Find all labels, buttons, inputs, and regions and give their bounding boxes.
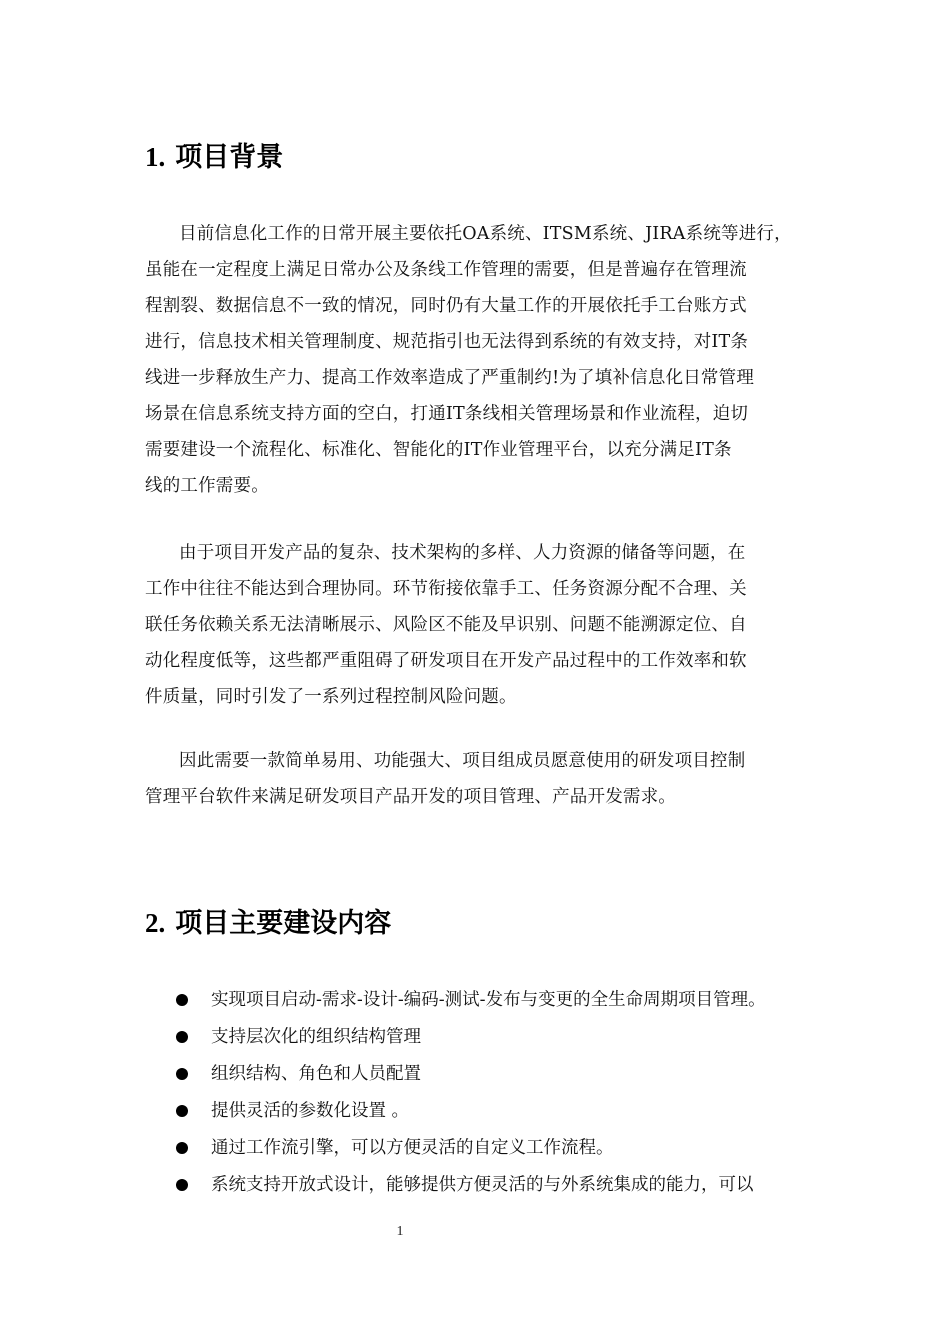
bullet-icon xyxy=(176,994,188,1006)
paragraph-line: 动化程度低等，这些都严重阻碍了研发项目在开发产品过程中的工作效率和软 xyxy=(145,651,747,671)
paragraph-line: 因此需要一款简单易用、功能强大、项目组成员愿意使用的研发项目控制 xyxy=(179,751,746,771)
paragraph-2 xyxy=(145,535,825,715)
list-item xyxy=(176,1056,836,1093)
paragraph-line: 管理平台软件来满足研发项目产品开发的项目管理、产品开发需求。 xyxy=(145,787,676,807)
paragraph-3 xyxy=(145,743,825,815)
section-1-number: 1. xyxy=(145,142,166,172)
paragraph-line: 件质量，同时引发了一系列过程控制风险问题。 xyxy=(145,687,517,707)
paragraph-line: 进行，信息技术相关管理制度、规范指引也无法得到系统的有效支持，对IT条 xyxy=(145,332,749,352)
page-number: 1 xyxy=(396,1224,404,1239)
section-2-heading xyxy=(145,906,391,941)
list-item xyxy=(176,1130,836,1167)
list-item-text: 系统支持开放式设计，能够提供方便灵活的与外系统集成的能力，可以 xyxy=(211,1175,754,1195)
paragraph-line: 工作中往往不能达到合理协同。环节衔接依靠手工、任务资源分配不合理、关 xyxy=(145,579,747,599)
list-item-text: 提供灵活的参数化设置 。 xyxy=(211,1101,410,1121)
section-2-number: 2. xyxy=(145,908,166,938)
list-item xyxy=(176,982,836,1019)
paragraph-line: 虽能在一定程度上满足日常办公及条线工作管理的需要，但是普遍存在管理流 xyxy=(145,260,747,280)
bullet-list xyxy=(176,982,836,1204)
bullet-icon xyxy=(176,1179,188,1191)
paragraph-line: 线的工作需要。 xyxy=(145,476,269,496)
paragraph-line: 联任务依赖关系无法清晰展示、风险区不能及早识别、问题不能溯源定位、自 xyxy=(145,615,747,635)
section-2-title: 项目主要建设内容 xyxy=(175,908,392,939)
bullet-icon xyxy=(176,1068,188,1080)
section-1-heading xyxy=(145,140,283,175)
bullet-icon xyxy=(176,1031,188,1043)
paragraph-line: 由于项目开发产品的复杂、技术架构的多样、人力资源的储备等问题，在 xyxy=(179,543,746,563)
list-item-text: 通过工作流引擎，可以方便灵活的自定义工作流程。 xyxy=(211,1138,614,1158)
paragraph-line: 程割裂、数据信息不一致的情况，同时仍有大量工作的开展依托手工台账方式 xyxy=(145,296,747,316)
list-item-text: 组织结构、角色和人员配置 xyxy=(211,1064,421,1084)
bullet-icon xyxy=(176,1105,188,1117)
section-1-title: 项目背景 xyxy=(175,142,284,173)
list-item xyxy=(176,1093,836,1130)
list-item-text: 实现项目启动-需求-设计-编码-测试-发布与变更的全生命周期项目管理。 xyxy=(211,990,766,1010)
paragraph-line: 场景在信息系统支持方面的空白，打通IT条线相关管理场景和作业流程，迫切 xyxy=(145,404,749,424)
paragraph-line: 需要建设一个流程化、标准化、智能化的IT作业管理平台，以充分满足IT条 xyxy=(145,440,732,460)
list-item xyxy=(176,1167,836,1204)
list-item xyxy=(176,1019,836,1056)
bullet-icon xyxy=(176,1142,188,1154)
list-item-text: 支持层次化的组织结构管理 xyxy=(211,1027,421,1047)
paragraph-1 xyxy=(145,216,825,504)
paragraph-line: 线进一步释放生产力、提高工作效率造成了严重制约!为了填补信息化日常管理 xyxy=(145,368,755,388)
paragraph-line: 目前信息化工作的日常开展主要依托OA系统、ITSM系统、JIRA系统等进行， xyxy=(179,224,792,244)
